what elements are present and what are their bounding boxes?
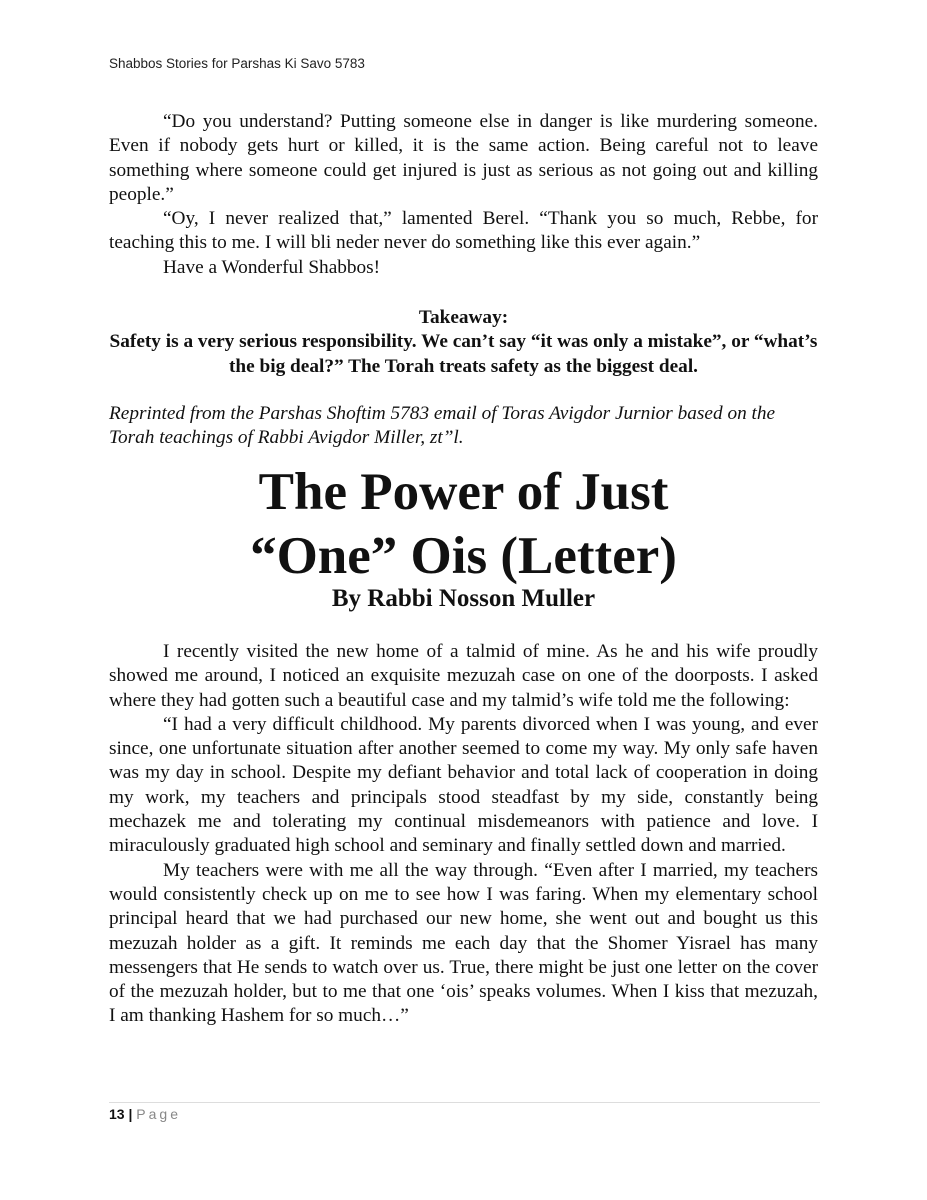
story2-body (109, 640, 818, 1029)
paragraph: Have a Wonderful Shabbos! (163, 256, 381, 278)
paragraph: My teachers were with me all the way through. “Even after I married, my teachers would consistently check up on me to see how I was faring. When my elementary school principal heard that we had purchased our new home, she went out and bought us this mezuzah holder as a gift. It reminds me each day that the Shomer Yisrael has many messengers that He sends to watch over us. True, there might be just one letter on the cover of the mezuzah holder, but to me that one ‘ois’ speaks volumes. When I kiss that mezuzah, I am thanking Hashem for so much…” (109, 859, 818, 1027)
story-title (109, 460, 818, 588)
takeaway-box (109, 306, 818, 379)
byline: By Rabbi Nosson Muller (331, 585, 596, 612)
title-line-1: The Power of Just (258, 463, 669, 521)
running-header: Shabbos Stories for Parshas Ki Savo 5783 (109, 56, 365, 71)
page-label: Page (136, 1106, 181, 1122)
footer-divider (109, 1102, 820, 1103)
takeaway-text: Safety is a very serious responsibility. We can’t say “it was only a mistake”, or “what’s the big deal?” The Torah treats safety as the biggest deal. (109, 331, 818, 377)
page-number: 13 (109, 1106, 125, 1122)
paragraph: “Oy, I never realized that,” lamented Berel. “Thank you so much, Rebbe, for teaching this to me. I will bli neder never do something like this ever again.” (109, 208, 818, 254)
paragraph: I recently visited the new home of a talmid of mine. As he and his wife proudly showed me around, I noticed an exquisite mezuzah case on one of the doorposts. I asked where they had gotten such a beautiful case and my talmid’s wife told me the following: (109, 641, 818, 711)
story1-body (109, 110, 818, 280)
paragraph: “I had a very difficult childhood. My parents divorced when I was young, and ever since, one unfortunate situation after another seemed to come my way. My only safe haven was my day in school. Despite my defiant behavior and total lack of cooperation in doing my work, my teachers and principals stood steadfast by my side, constantly being mechazek me and tolerating my continual misdemeanors with patience and love. I miraculously graduated high school and seminary and finally settled down and married. (109, 713, 818, 857)
takeaway-heading: Takeaway: (418, 307, 509, 328)
paragraph: “Do you understand? Putting someone else in danger is like murdering someone. Even if nobody gets hurt or killed, it is the same action. Being careful not to leave something where someone could get injured is just as serious as not going out and killing people.” (109, 111, 818, 205)
reprint-credit: Reprinted from the Parshas Shoftim 5783 email of Toras Avigdor Jurnior based on the Torah teachings of Rabbi Avigdor Miller, zt”l. (109, 403, 776, 449)
page-footer (109, 1106, 181, 1122)
footer-separator: | (128, 1106, 133, 1122)
title-line-2: “One” Ois (Letter) (250, 527, 677, 585)
